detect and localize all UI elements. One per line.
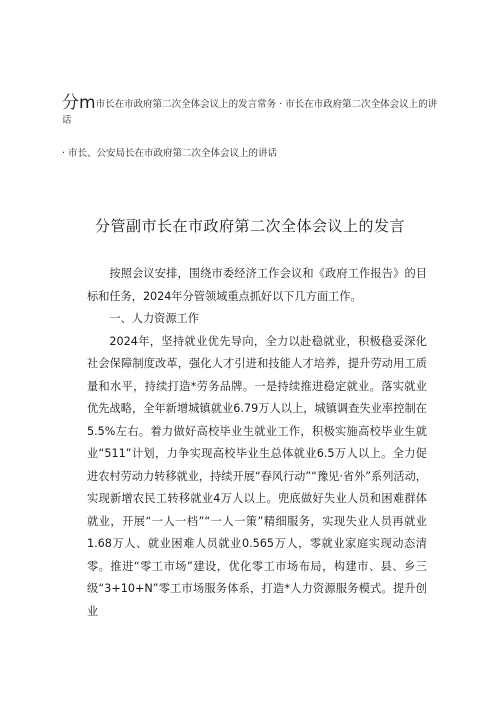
paragraph-intro: 按照会议安排，围绕市委经济工作会议和《政府工作报告》的目标和任务，2024年分管领域重点抓好以下几方面工作。 [87, 267, 427, 303]
header-related-links-text: 市长在市政府第二次全体会议上的发言常务 · 市长在市政府第二次全体会议上的讲话 [62, 99, 438, 126]
document-title: 分管副市长在市政府第二次全体会议上的发言 [94, 217, 405, 235]
header-related-links-line-1 [62, 95, 442, 129]
header-prefix-letter: m [79, 93, 96, 113]
header-related-links-line-2: · 市长、公安局长在市政府第二次全体会议上的讲话 [62, 148, 278, 159]
document-body [87, 263, 427, 623]
header-prefix-char: 分 [62, 93, 79, 113]
paragraph-employment: 2024年，坚持就业优先导向，全力以赴稳就业，积极稳妥深化社会保障制度改革，强化人才引进和技能人才培养，提升劳动用工质量和水平，持续打造*劳务品牌。一是持续推进稳定就业。落实就业优先战略，全年新增城镇就业6.79万人以上，城镇调查失业率控制在5.5%左右。着力做好高校毕业生就业工作，积极实施高校毕业生就业“511”计划，力争实现高校毕业生总体就业6.5万人以上。全力促进农村劳动力转移就业，持续开展“春风行动”“豫见·省外”系列活动，实现新增农民工转移就业4万人以上。兜底做好失业人员和困难群体就业，开展“一人一档”“一人一策”精细服务，实现失业人员再就业1.68万人、就业困难人员就业0.565万人，零就业家庭实现动态清零。推进“零工市场”建设，优化零工市场布局，构建市、县、乡三级“3+10+N”零工市场服务体系，打造*人力资源服务模式。提升创业 [87, 334, 427, 618]
section-heading: 一、人力资源工作 [109, 312, 199, 325]
